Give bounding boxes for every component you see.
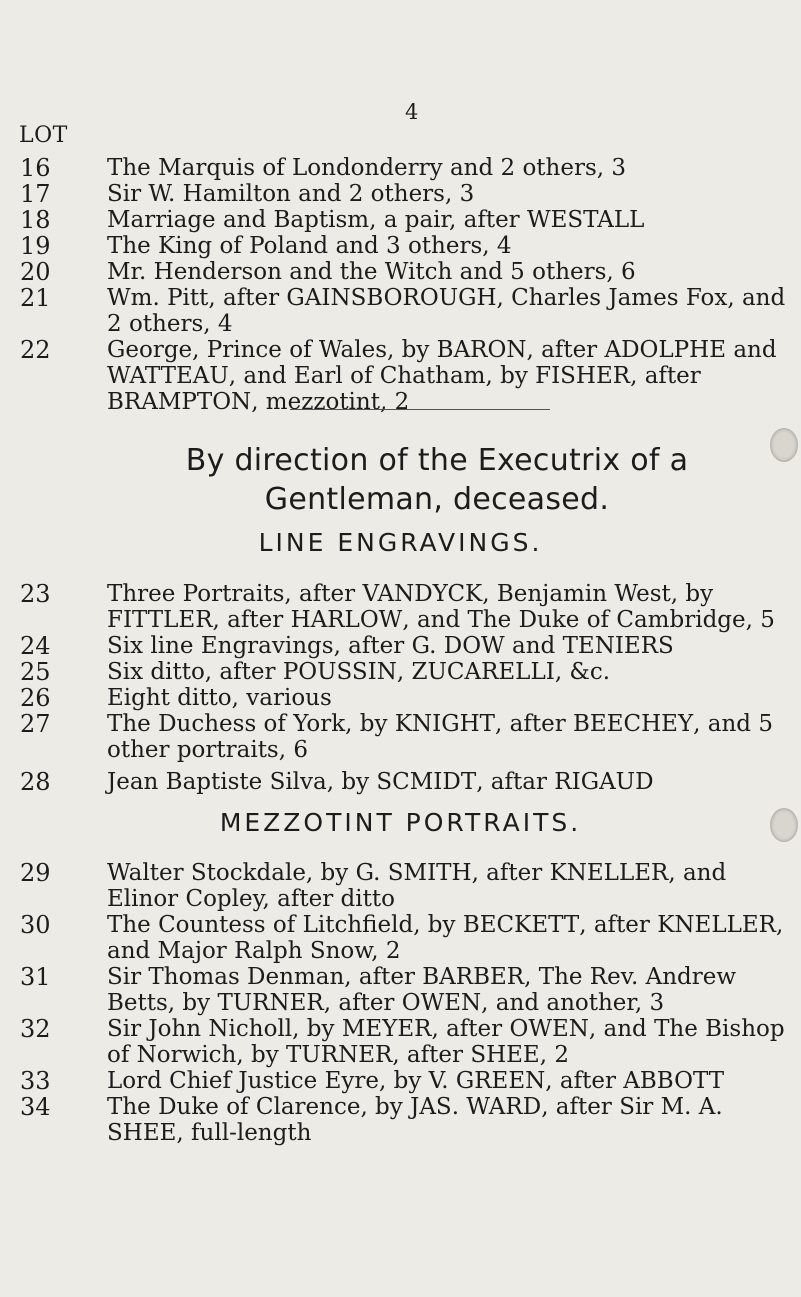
lot-number: 33 — [20, 1067, 51, 1095]
lot-description: The King of Poland and 3 others, 4 — [107, 233, 512, 259]
lot-number: 30 — [20, 911, 51, 939]
lot-number: 16 — [20, 154, 51, 182]
lot-number: 24 — [20, 632, 51, 660]
lot-list-line-engravings — [0, 581, 801, 795]
lot-description: Jean Baptiste Silva, by SCMIDT, aftar RIGAUD — [107, 769, 654, 795]
lot-number: 27 — [20, 710, 51, 738]
lot-description: Sir Thomas Denman, after BARBER, The Rev. Andrew Betts, by TURNER, after OWEN, and another, 3 — [107, 964, 737, 1016]
lot-entry — [0, 659, 801, 685]
lot-description: Walter Stockdale, by G. SMITH, after KNELLER, and Elinor Copley, after ditto — [107, 860, 727, 912]
binding-hole — [770, 428, 798, 462]
lot-description: George, Prince of Wales, by BARON, after ADOLPHE and WATTEAU, and Earl of Chatham, by FISHER, after BRAMPTON, mezzotint, 2 — [107, 337, 777, 415]
lot-description: Six line Engravings, after G. DOW and TENIERS — [107, 633, 674, 659]
lot-description: Wm. Pitt, after GAINSBOROUGH, Charles James Fox, and 2 others, 4 — [107, 285, 786, 337]
lot-entry — [0, 912, 801, 964]
lot-number: 22 — [20, 336, 51, 364]
lot-entry — [0, 1016, 801, 1068]
lot-entry — [0, 711, 801, 763]
lot-description: Marriage and Baptism, a pair, after WESTALL — [107, 207, 645, 233]
lot-description: Sir W. Hamilton and 2 others, 3 — [107, 181, 475, 207]
lot-number: 25 — [20, 658, 51, 686]
page-number: 4 — [405, 100, 419, 124]
lot-entry — [0, 233, 801, 259]
lot-number: 32 — [20, 1015, 51, 1043]
lot-number: 18 — [20, 206, 51, 234]
lot-entry — [0, 633, 801, 659]
lot-entry — [0, 860, 801, 912]
lot-entry — [0, 581, 801, 633]
lot-entry — [0, 964, 801, 1016]
lot-entry — [0, 685, 801, 711]
lot-entry — [0, 207, 801, 233]
lot-entry — [0, 259, 801, 285]
lot-entry — [0, 1068, 801, 1094]
lot-number: 19 — [20, 232, 51, 260]
lot-description: Six ditto, after POUSSIN, ZUCARELLI, &c. — [107, 659, 611, 685]
lot-description: The Duke of Clarence, by JAS. WARD, after Sir M. A. SHEE, full-length — [107, 1094, 723, 1146]
lot-description: The Duchess of York, by KNIGHT, after BEECHEY, and 5 other portraits, 6 — [107, 711, 773, 763]
lot-number: 26 — [20, 684, 51, 712]
section-intro: By direction of the Executrix of a Gentleman, deceased. — [185, 443, 689, 517]
lot-description: Sir John Nicholl, by MEYER, after OWEN, and The Bishop of Norwich, by TURNER, after SHEE, 2 — [107, 1016, 785, 1068]
lot-description: The Marquis of Londonderry and 2 others, 3 — [107, 155, 627, 181]
section-title-line-engravings: LINE ENGRAVINGS. — [258, 528, 543, 557]
lot-list-mezzotint — [0, 860, 801, 1146]
lot-description: Lord Chief Justice Eyre, by V. GREEN, after ABBOTT — [107, 1068, 725, 1094]
lot-entry — [0, 337, 801, 415]
lot-entry — [0, 1094, 801, 1146]
lot-description: The Countess of Litchfield, by BECKETT, after KNELLER, and Major Ralph Snow, 2 — [107, 912, 784, 964]
lot-entry — [0, 155, 801, 181]
section-title-mezzotint-portraits: MEZZOTINT PORTRAITS. — [219, 808, 582, 837]
lot-number: 28 — [20, 768, 51, 796]
lot-column-header: LOT — [19, 123, 68, 148]
lot-number: 20 — [20, 258, 51, 286]
lot-entry — [0, 769, 801, 795]
lot-entry — [0, 181, 801, 207]
section-divider — [290, 409, 550, 410]
lot-number: 23 — [20, 580, 51, 608]
lot-number: 17 — [20, 180, 51, 208]
lot-description: Eight ditto, various — [107, 685, 332, 711]
lot-entry — [0, 285, 801, 337]
lot-number: 31 — [20, 963, 51, 991]
lot-list-top — [0, 155, 801, 415]
lot-description: Three Portraits, after VANDYCK, Benjamin West, by FITTLER, after HARLOW, and The Duke of Cambridge, 5 — [107, 581, 775, 633]
lot-number: 34 — [20, 1093, 51, 1121]
lot-number: 29 — [20, 859, 51, 887]
lot-number: 21 — [20, 284, 51, 312]
lot-description: Mr. Henderson and the Witch and 5 others, 6 — [107, 259, 636, 285]
